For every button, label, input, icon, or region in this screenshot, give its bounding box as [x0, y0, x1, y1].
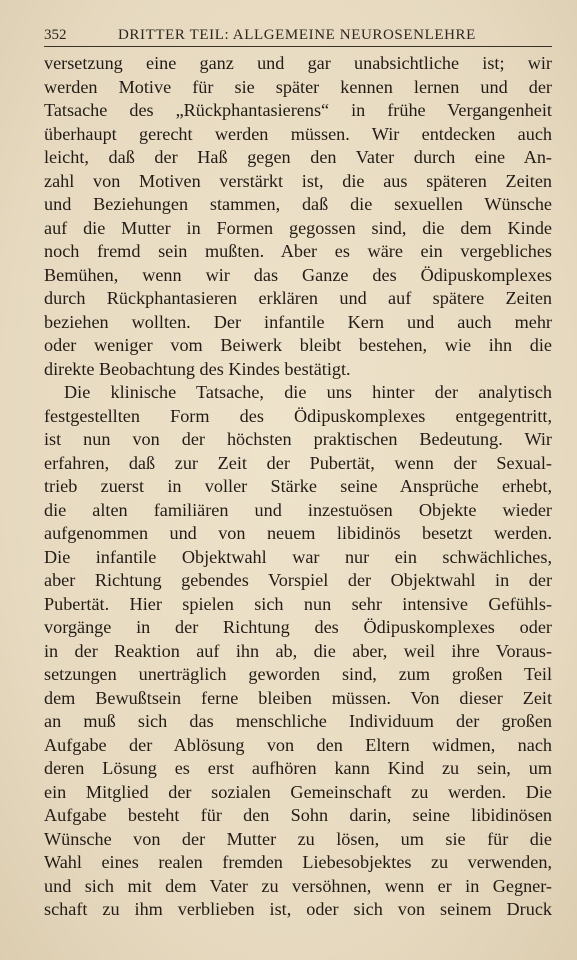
text-line: in der Reaktion auf ihn ab, die aber, weil ihre Voraus-	[44, 640, 552, 661]
text-line: werden Motive für sie später kennen lernen und der	[44, 76, 552, 97]
text-line: auf die Mutter in Formen gegossen sind, die dem Kinde	[44, 217, 552, 238]
text-line: beziehen wollten. Der infantile Kern und auch mehr	[44, 311, 552, 332]
text-line: deren Lösung es erst aufhören kann Kind zu sein, um	[44, 758, 552, 778]
text-line: durch Rückphantasieren erklären und auf spätere Zeiten	[44, 288, 552, 308]
body-text	[44, 52, 552, 922]
text-line: oder weniger vom Beiwerk bleibt bestehen, wie ihn die	[44, 335, 552, 355]
text-line: zahl von Motiven verstärkt ist, die aus späteren Zeiten	[44, 170, 552, 191]
text-line: versetzung eine ganz und gar unabsichtliche ist; wir	[44, 53, 552, 73]
text-line: und Beziehungen stammen, daß die sexuellen Wünsche	[44, 194, 552, 214]
paragraph-2	[44, 381, 552, 922]
text-line: an muß sich das menschliche Individuum der großen	[44, 711, 552, 731]
text-line: schaft zu ihm verblieben ist, oder sich von seinem Druck	[44, 899, 552, 919]
page-header	[44, 24, 552, 47]
text-line: und sich mit dem Vater zu versöhnen, wenn er in Gegner-	[44, 875, 552, 896]
text-line: Die infantile Objektwahl war nur ein schwächliches,	[44, 546, 552, 567]
text-line: direkte Beobachtung des Kindes bestätigt.	[44, 358, 351, 379]
text-line: leicht, daß der Haß gegen den Vater durch eine An-	[44, 147, 552, 167]
text-line: Wahl eines realen fremden Liebesobjektes zu verwenden,	[44, 852, 552, 872]
text-line: erfahren, daß zur Zeit der Pubertät, wenn der Sexual-	[44, 452, 552, 473]
text-line: ist nun von der höchsten praktischen Bedeutung. Wir	[44, 429, 552, 449]
text-line: Die klinische Tatsache, die uns hinter der analytisch	[64, 382, 552, 402]
text-line: setzungen unerträglich geworden sind, zum großen Teil	[44, 664, 552, 684]
text-line: Aufgabe besteht für den Sohn darin, seine libidinösen	[44, 805, 552, 825]
paragraph-1	[44, 52, 552, 381]
text-line: Bemühen, wenn wir das Ganze des Ödipuskomplexes	[44, 264, 552, 285]
text-line: die alten familiären und inzestuösen Objekte wieder	[44, 499, 552, 520]
text-line: aber Richtung gebendes Vorspiel der Objektwahl in der	[44, 570, 552, 590]
text-line: ein Mitglied der sozialen Gemeinschaft zu werden. Die	[44, 781, 552, 802]
text-line: aufgenommen und von neuem libidinös besetzt werden.	[44, 523, 552, 543]
text-line: Pubertät. Hier spielen sich nun sehr intensive Gefühls-	[44, 593, 552, 614]
text-line: Tatsache des „Rückphantasierens“ in frühe Vergangenheit	[44, 100, 552, 120]
running-head: DRITTER TEIL: ALLGEMEINE NEUROSENLEHRE	[118, 27, 476, 43]
text-line: festgestellten Form des Ödipuskomplexes entgegentritt,	[44, 405, 552, 426]
text-line: Wünsche von der Mutter zu lösen, um sie für die	[44, 828, 552, 849]
text-line: trieb zuerst in voller Stärke seine Ansprüche erhebt,	[44, 476, 552, 496]
text-line: noch fremd sein mußten. Aber es wäre ein vergebliches	[44, 241, 552, 261]
text-line: Aufgabe der Ablösung von den Eltern widmen, nach	[44, 734, 552, 755]
text-line: vorgänge in der Richtung des Ödipuskomplexes oder	[44, 617, 552, 637]
text-line: dem Bewußtsein ferne bleiben müssen. Von dieser Zeit	[44, 687, 552, 708]
text-line: überhaupt gerecht werden müssen. Wir entdecken auch	[44, 123, 552, 144]
page-number: 352	[44, 27, 67, 43]
